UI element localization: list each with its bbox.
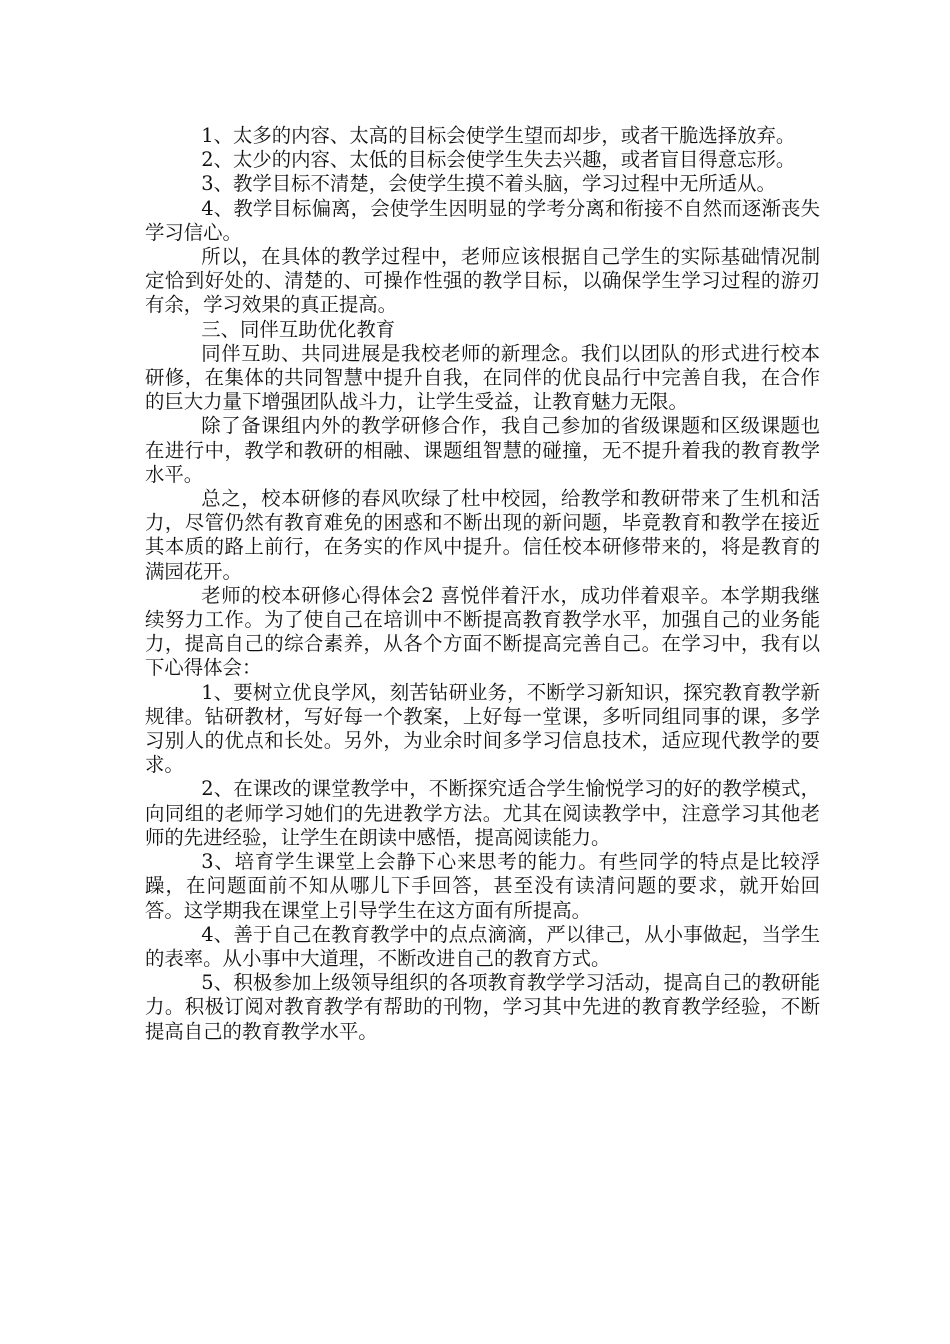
paragraph-point-3: 3、培育学生课堂上会静下心来思考的能力。有些同学的特点是比较浮躁，在问题面前不知从哪儿下手回答，甚至没有读清问题的要求，就开始回答。这学期我在课堂上引导学生在这方面有所提高。 xyxy=(145,850,820,922)
paragraph-research-cooperation: 除了备课组内外的教学研修合作，我自己参加的省级课题和区级课题也在进行中，教学和教研的相融、课题组智慧的碰撞，无不提升着我的教育教学水平。 xyxy=(145,414,820,486)
paragraph-essay-2-intro: 老师的校本研修心得体会2 喜悦伴着汗水，成功伴着艰辛。本学期我继续努力工作。为了使自己在培训中不断提高教育教学水平，加强自己的业务能力，提高自己的综合素养，从各个方面不断提高完善自己。在学习中，我有以下心得体会： xyxy=(145,583,820,680)
paragraph-summary: 总之，校本研修的春风吹绿了杜中校园，给教学和教研带来了生机和活力，尽管仍然有教育难免的困惑和不断出现的新问题，毕竟教育和教学在接近其本质的路上前行，在务实的作风中提升。信任校本研修带来的，将是教育的满园花开。 xyxy=(145,487,820,583)
paragraph-item-3: 3、教学目标不清楚，会使学生摸不着头脑，学习过程中无所适从。 xyxy=(201,172,776,196)
document-body xyxy=(145,124,820,1044)
paragraph-point-2: 2、在课改的课堂教学中，不断探究适合学生愉悦学习的好的教学模式，向同组的老师学习她们的先进教学方法。尤其在阅读教学中，注意学习其他老师的先进经验，让学生在朗读中感悟，提高阅读能力。 xyxy=(145,777,820,849)
paragraph-conclusion-goals: 所以，在具体的教学过程中，老师应该根据自己学生的实际基础情况制定恰到好处的、清楚的、可操作性强的教学目标，以确保学生学习过程的游刃有余，学习效果的真正提高。 xyxy=(145,245,820,317)
paragraph-point-4: 4、善于自己在教育教学中的点点滴滴，严以律己，从小事做起，当学生的表率。从小事中大道理，不断改进自己的教育方式。 xyxy=(145,922,820,970)
paragraph-item-1: 1、太多的内容、太高的目标会使学生望而却步，或者干脆选择放弃。 xyxy=(201,124,796,147)
paragraph-item-2: 2、太少的内容、太低的目标会使学生失去兴趣，或者盲目得意忘形。 xyxy=(201,148,796,172)
section-heading-peer-help: 三、同伴互助优化教育 xyxy=(201,317,396,341)
paragraph-item-4: 4、教学目标偏离，会使学生因明显的学考分离和衔接不自然而逐渐丧失学习信心。 xyxy=(145,196,820,244)
paragraph-point-5: 5、积极参加上级领导组织的各项教育教学学习活动，提高自己的教研能力。积极订阅对教育教学有帮助的刊物，学习其中先进的教育教学经验，不断提高自己的教育教学水平。 xyxy=(145,971,820,1043)
paragraph-peer-help: 同伴互助、共同进展是我校老师的新理念。我们以团队的形式进行校本研修，在集体的共同智慧中提升自我，在同伴的优良品行中完善自我，在合作的巨大力量下增强团队战斗力，让学生受益，让教育魅力无限。 xyxy=(145,341,820,414)
paragraph-point-1: 1、要树立优良学风，刻苦钻研业务，不断学习新知识，探究教育教学新规律。钻研教材，写好每一个教案，上好每一堂课，多听同组同事的课，多学习别人的优点和长处。另外，为业余时间多学习信息技术，适应现代教学的要求。 xyxy=(145,680,820,777)
